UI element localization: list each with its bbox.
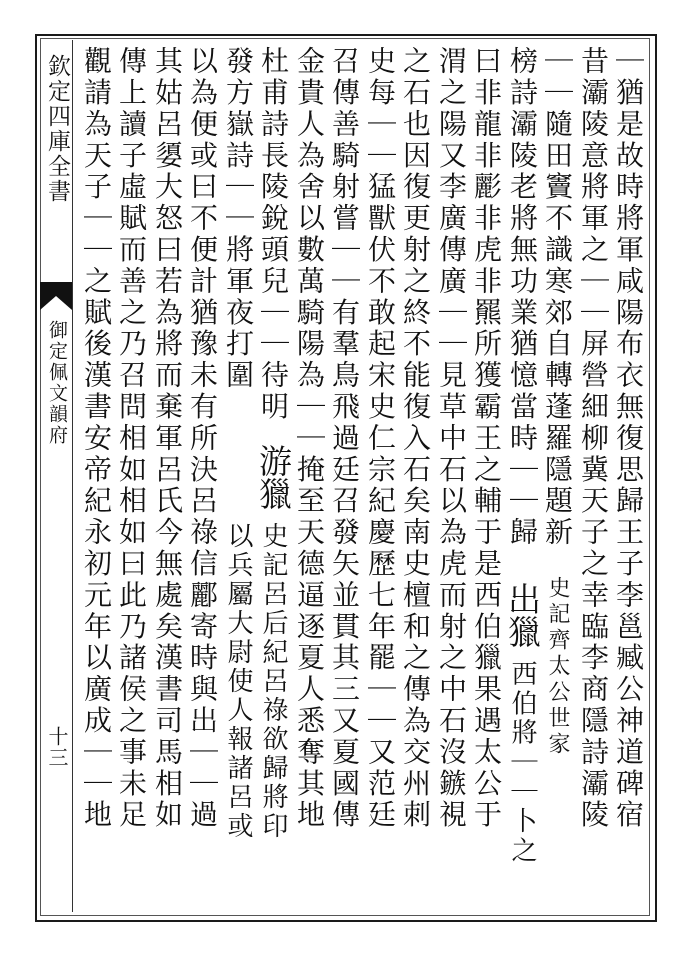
fishtail-notch <box>40 296 72 310</box>
text-column: 杜甫詩長陵銳頭兒｜｜待明 <box>257 46 290 423</box>
text-column: ｜｜隨田竇不識寒郊自轉蓬羅隱題新 <box>541 46 574 549</box>
text-column: 傳上讀子虛賦而善之乃召問相如相如曰此乃諸侯之事未足 <box>115 46 148 831</box>
text-column: ｜猶是故時將軍咸陽布衣無復思歸王子李邕臧公神道碑宿 <box>612 46 645 831</box>
text-column: 召傳善騎射嘗｜｜有羣鳥飛過廷召發矢並貫其三又夏國傳 <box>328 46 361 831</box>
section-heading: 游獵 <box>254 444 293 510</box>
section-citation: 史記呂后紀呂祿欲歸將印 <box>258 522 288 841</box>
text-column: 昔灞陵意將軍之｜｜屏營細柳冀天子之幸臨李商隱詩灞陵 <box>577 46 610 831</box>
text-column: 之石也因復更射之終不能復入石矣南史檀和之傳為交州刺 <box>399 46 432 831</box>
text-column: 以為便或曰不便計猶豫未有所決呂祿信酈寄時與出｜｜過 <box>186 46 219 831</box>
text-column: 曰非龍非彲非虎非羆所獲霸王之輔于是西伯獵果遇太公于 <box>470 46 503 831</box>
section-heading: 出獵 <box>503 582 542 648</box>
text-column: 渭之陽又李廣傳廣｜｜見草中石以為虎而射之中石沒鏃視 <box>435 46 468 831</box>
book-title: 欽定四庫全書 <box>44 54 70 204</box>
text-column: 榜詩灞陵老將無功業猶憶當時｜｜歸 <box>506 46 539 549</box>
text-column: 觀請為天子｜｜之賦後漢書安帝紀永初元年以廣成｜｜地 <box>80 46 113 831</box>
text-column: 金貴人為舍以數萬騎陽為｜｜掩至天德逼逐夏人悉奪其地 <box>293 46 326 831</box>
page-number: 十三 <box>45 726 69 768</box>
book-subtitle: 御定佩文韻府 <box>46 320 68 446</box>
text-column: 發方嶽詩｜｜將軍夜打圍 <box>222 46 255 392</box>
section-line: 以兵屬大尉使人報諸呂或 <box>223 522 253 841</box>
fishtail-mark <box>40 282 72 296</box>
section-line: 西伯將｜｜卜之 <box>507 660 537 866</box>
text-column: 其姑呂嬃大怒曰若為將而棄軍呂氏今無處矣漢書司馬相如 <box>151 46 184 831</box>
section-citation: 史記齊太公世家 <box>545 576 570 758</box>
text-column: 史每｜｜猛獸伏不敢起宋史仁宗紀慶歷七年罷｜｜又范廷 <box>364 46 397 831</box>
